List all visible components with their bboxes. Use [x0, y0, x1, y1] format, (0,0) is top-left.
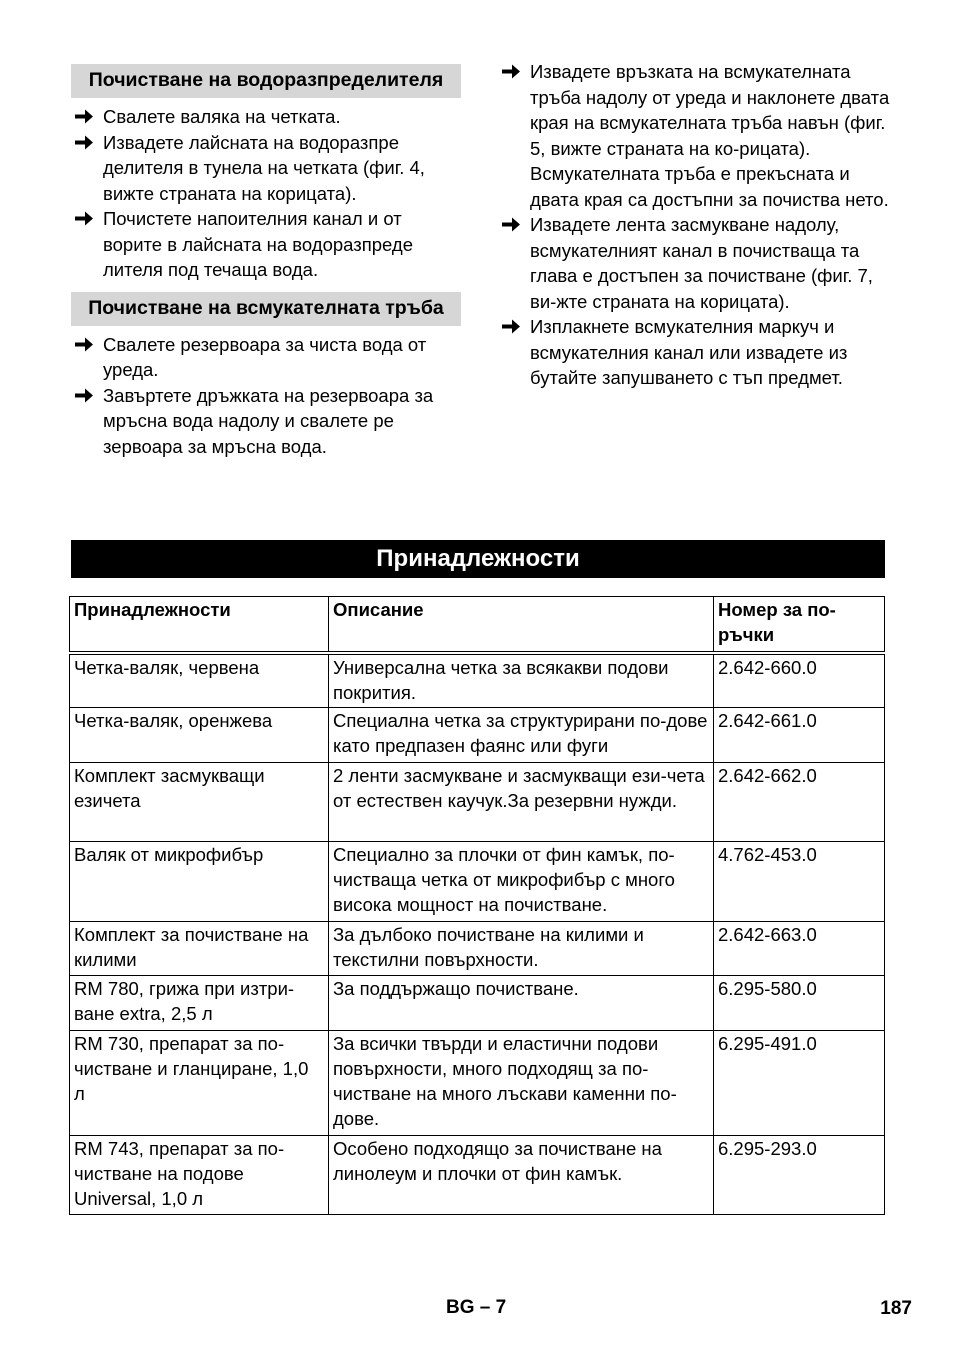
left-column [71, 64, 461, 459]
accessory-name: RM 743, препарат за по-чистване на подове Universal, 1,0 л [70, 1136, 329, 1215]
section-heading-water-distributor: Почистване на водоразпределителя [71, 64, 461, 98]
accessory-description: 2 ленти засмукване и засмукващи ези-чета от естествен каучук.За резервни нужди. [329, 763, 714, 842]
table-row [70, 922, 885, 976]
arrow-right-icon [73, 383, 95, 408]
water-distributor-steps [71, 104, 461, 283]
accessory-description: За всички твърди и еластични подови повърхности, много подходящ за по-чистване на много лъскави каменни по-дове. [329, 1031, 714, 1136]
order-number: 2.642-661.0 [714, 708, 885, 763]
list-item [498, 59, 890, 161]
accessory-name: RM 780, грижа при изтри-ване extra, 2,5 л [70, 976, 329, 1031]
step-text: Почистете напоителния канал и от ворите в лайсната на водоразпреде лителя под течаща вода. [103, 208, 414, 280]
accessory-description: Специална четка за структурирани по-дове като предпазен фаянс или фуги [329, 708, 714, 763]
accessory-name: Комплект за почистване на килими [70, 922, 329, 976]
arrow-right-icon [500, 314, 522, 339]
order-number: 2.642-663.0 [714, 922, 885, 976]
accessory-description: Специално за плочки от фин камък, по-чистваща четка от микрофибър с много висока мощност на почистване. [329, 842, 714, 922]
table-row [70, 763, 885, 842]
accessory-description: За дълбоко почистване на килими и текстилни повърхности. [329, 922, 714, 976]
arrow-right-icon [500, 212, 522, 237]
arrow-right-icon [73, 104, 95, 129]
order-number: 2.642-660.0 [714, 653, 885, 708]
step-text: Свалете валяка на четката. [103, 106, 341, 127]
accessory-description: Особено подходящо за почистване на линолеум и плочки от фин камък. [329, 1136, 714, 1215]
order-number: 4.762-453.0 [714, 842, 885, 922]
accessory-name: Четка-валяк, червена [70, 653, 329, 708]
step-text: Завъртете дръжката на резервоара за мръсна вода надолу и свалете ре зервоара за мръсна вода. [103, 384, 434, 457]
list-item [71, 104, 461, 130]
table-header-row [70, 597, 885, 654]
table-row [70, 1136, 885, 1215]
column-header-accessory: Принадлежности [70, 597, 329, 654]
arrow-right-icon [500, 59, 522, 84]
arrow-right-icon [73, 206, 95, 231]
arrow-right-icon [73, 130, 95, 155]
step-text: Извадете връзката на всмукателната тръба надолу от уреда и наклонете двата края на всмукателната тръба навън (фиг. 5, вижте страната на ко-рицата). [530, 61, 890, 159]
accessory-description: За поддържащо почистване. [329, 976, 714, 1031]
list-item [71, 130, 461, 207]
footer-language-page: BG – 7 [446, 1297, 507, 1318]
step-text: Извадете лайсната на водоразпре делителя в тунела на четката (фиг. 4, вижте страната на корицата). [103, 131, 425, 204]
table-row [70, 653, 885, 708]
list-item [71, 206, 461, 283]
accessory-name: RM 730, препарат за по-чистване и гланциране, 1,0 л [70, 1031, 329, 1136]
order-number: 6.295-293.0 [714, 1136, 885, 1215]
list-item [498, 212, 890, 314]
table-row [70, 708, 885, 763]
column-header-description: Описание [329, 597, 714, 654]
table-row [70, 976, 885, 1031]
order-number: 2.642-662.0 [714, 763, 885, 842]
list-item [71, 332, 461, 383]
suction-channel-steps [498, 212, 890, 391]
accessories-table [69, 596, 885, 1215]
section-heading-suction-tube: Почистване на всмукателната тръба [71, 292, 461, 326]
suction-tube-steps [71, 332, 461, 460]
list-item [71, 383, 461, 460]
right-column [498, 59, 890, 391]
note-text: Всмукателната тръба е прекъсната и двата края са достъпни за почиства нето. [530, 163, 889, 210]
accessory-name: Четка-валяк, оренжева [70, 708, 329, 763]
step-text: Свалете резервоара за чиста вода от уреда. [103, 333, 427, 380]
accessory-name: Комплект засмукващи езичета [70, 763, 329, 842]
table-row [70, 1031, 885, 1136]
list-item [498, 314, 890, 391]
step-text: Извадете лента засмукване надолу, всмукателният канал в почистваща та глава е достъпен за почистване (фиг. 7, ви-жте страната на корицата). [530, 214, 873, 312]
order-number: 6.295-491.0 [714, 1031, 885, 1136]
table-row [70, 842, 885, 922]
accessories-banner: Принадлежности [71, 540, 885, 578]
step-text: Изплакнете всмукателния маркуч и всмукателния канал или извадете из бутайте запушването с тъп предмет. [530, 316, 848, 388]
order-number: 6.295-580.0 [714, 976, 885, 1031]
page-number: 187 [880, 1298, 912, 1319]
suction-tube-steps-continued [498, 59, 890, 161]
accessory-description: Универсална четка за всякакви подови покрития. [329, 653, 714, 708]
accessory-name: Валяк от микрофибър [70, 842, 329, 922]
column-header-order-number: Номер за по-ръчки [714, 597, 885, 654]
arrow-right-icon [73, 332, 95, 357]
